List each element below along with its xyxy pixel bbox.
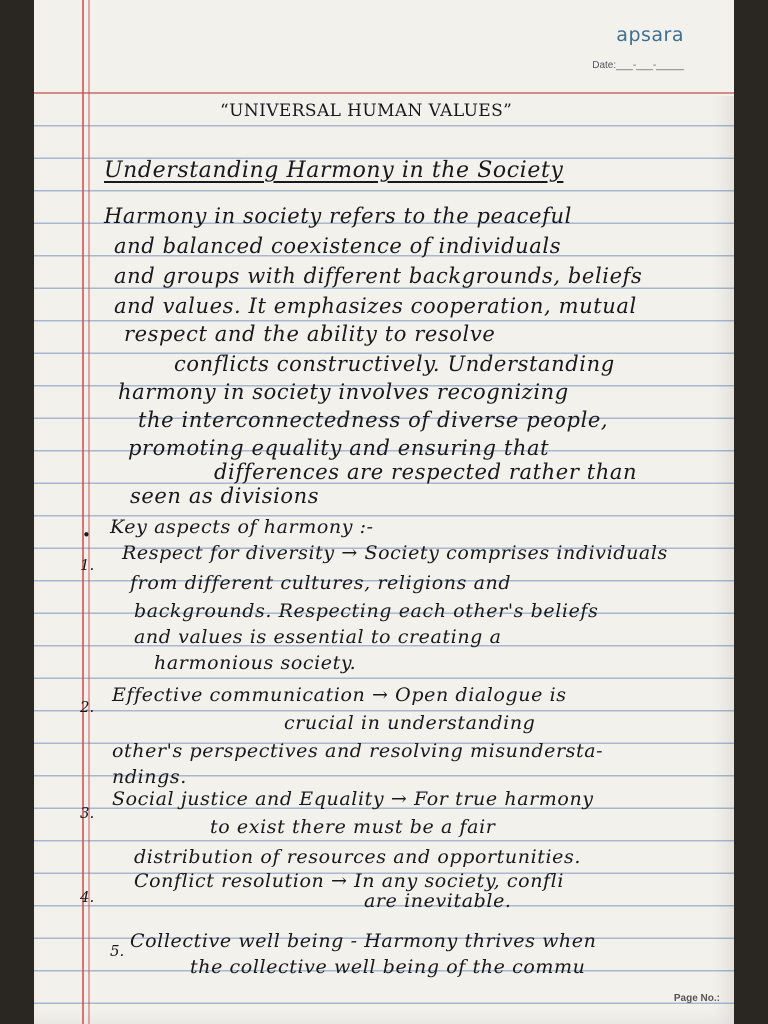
item-line: from different cultures, religions and [130, 572, 512, 594]
intro-line: harmony in society involves recognizing [118, 380, 569, 404]
item-line: harmonious society. [154, 652, 357, 674]
intro-line: differences are respected rather than [214, 460, 638, 484]
item-line: Respect for diversity → Society comprises individuals [122, 542, 668, 564]
margin-line-inner [88, 0, 90, 1024]
intro-line: seen as divisions [130, 484, 320, 508]
item-number: 2. [80, 698, 95, 716]
page-number-field: Page No.: [673, 993, 720, 1004]
item-line: and values is essential to creating a [134, 626, 502, 648]
intro-line: and values. It emphasizes cooperation, mutual [114, 294, 637, 318]
page-header [34, 0, 734, 96]
intro-line: and groups with different backgrounds, beliefs [114, 264, 643, 288]
item-line: Effective communication → Open dialogue is [112, 684, 567, 706]
intro-line: conflicts constructively. Understanding [174, 352, 615, 376]
item-line: Social justice and Equality → For true harmony [112, 788, 594, 810]
key-aspects-heading: Key aspects of harmony :- [110, 516, 374, 538]
intro-line: Harmony in society refers to the peaceful [104, 204, 572, 228]
date-field: Date:___-___-_____ [592, 60, 684, 71]
page-title: “UNIVERSAL HUMAN VALUES” [220, 101, 513, 121]
item-line: distribution of resources and opportunities. [134, 846, 582, 868]
item-number: 1. [80, 556, 95, 574]
item-number: 5. [110, 942, 125, 960]
item-line: Collective well being - Harmony thrives when [130, 930, 597, 952]
intro-line: respect and the ability to resolve [124, 322, 496, 346]
item-line: the collective well being of the commu [190, 956, 586, 978]
item-line: ndings. [112, 766, 187, 788]
section-heading: Understanding Harmony in the Society [104, 158, 564, 183]
brand-logo: apsara [616, 24, 684, 46]
item-line: crucial in understanding [284, 712, 536, 734]
item-line: Conflict resolution → In any society, confli [134, 870, 565, 892]
top-rule [34, 92, 734, 94]
item-number: 3. [80, 804, 95, 822]
item-number: 4. [80, 888, 95, 906]
bullet-marker: • [82, 526, 91, 544]
intro-line: and balanced coexistence of individuals [114, 234, 562, 258]
item-line: are inevitable. [364, 890, 512, 912]
item-line: other's perspectives and resolving misundersta- [112, 740, 604, 762]
intro-line: promoting equality and ensuring that [128, 436, 550, 460]
margin-line [82, 0, 84, 1024]
notebook-page [34, 0, 734, 1024]
intro-line: the interconnectedness of diverse people, [138, 408, 609, 432]
item-line: backgrounds. Respecting each other's beliefs [134, 600, 599, 622]
item-line: to exist there must be a fair [210, 816, 496, 838]
